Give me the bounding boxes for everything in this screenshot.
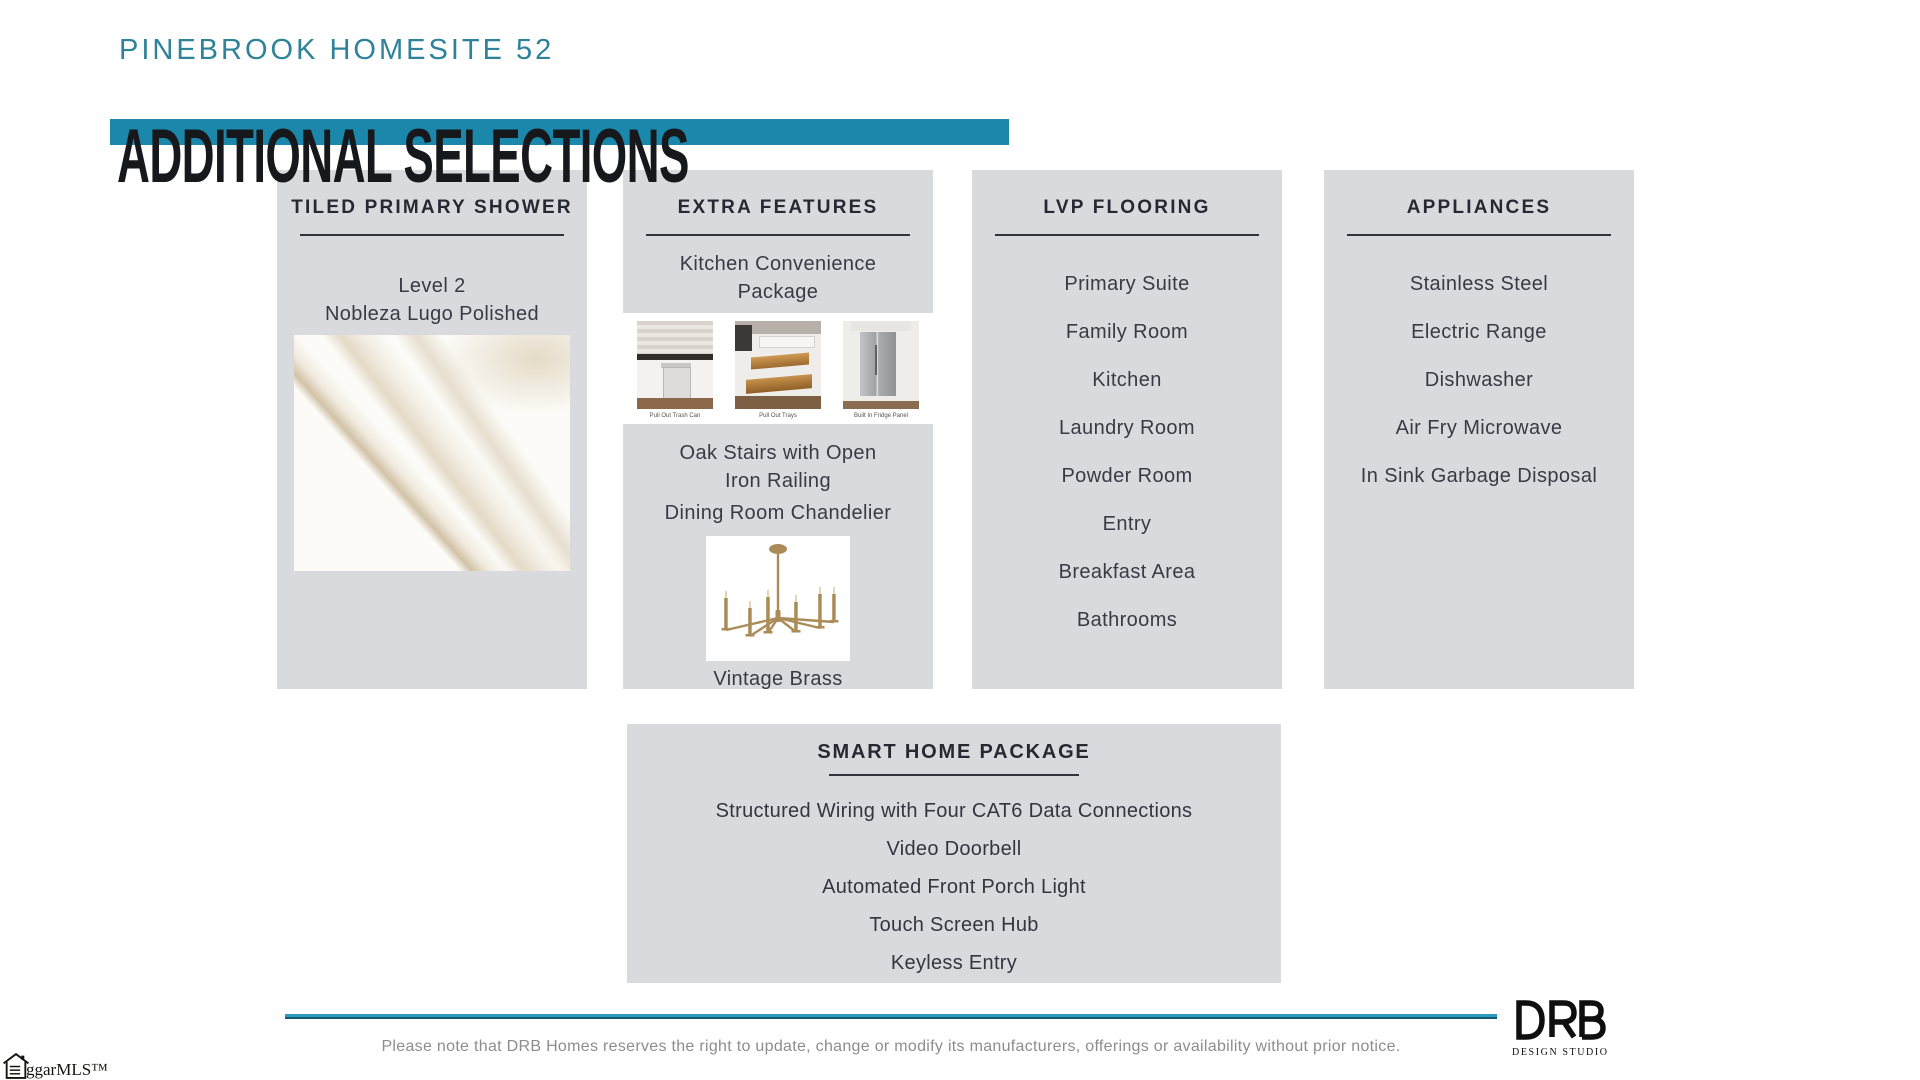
brass-chandelier-image [706,536,850,661]
footer-accent-rule [285,1014,1497,1019]
smart-home-list [627,801,1281,973]
divider [829,774,1079,776]
card-lvp-flooring [972,170,1282,689]
drb-design-studio-logo [1512,1000,1608,1058]
stairs-line2: Iron Railing [725,470,831,492]
stairs-line1: Oak Stairs with Open [679,442,877,464]
mls-watermark [2,1052,108,1080]
art-layer [735,325,752,351]
list-item: Keyless Entry [890,952,1018,974]
list-item: Dishwasher [1424,369,1534,391]
list-item: Structured Wiring with Four CAT6 Data Connections [715,800,1193,822]
drb-logo-icon [1512,1000,1608,1040]
photo-caption: Pull Out Trash Can [649,413,701,419]
photo-pull-out-trays [735,321,821,420]
art-layer [746,374,812,394]
list-item: Electric Range [1411,321,1547,343]
divider [995,234,1259,236]
list-item: Breakfast Area [1058,561,1196,583]
card-extra-features [623,170,933,689]
shower-product: Nobleza Lugo Polished [324,303,540,325]
art-layer [851,321,911,331]
list-item: Stainless Steel [1409,273,1549,295]
card-title: SMART HOME PACKAGE [817,741,1091,763]
pull-out-trays-image [735,321,821,409]
art-layer [759,336,815,348]
appliances-list [1324,274,1634,486]
card-smart-home-package [627,724,1281,983]
list-item: Air Fry Microwave [1395,417,1563,439]
card-title: TILED PRIMARY SHOWER [291,197,573,218]
list-item: Laundry Room [1059,417,1195,439]
card-appliances [1324,170,1634,689]
chandelier-icon [706,536,850,661]
drb-logo-text [1560,1058,1561,1059]
card-title: EXTRA FEATURES [677,197,879,218]
list-item: In Sink Garbage Disposal [1360,465,1598,487]
list-item: Touch Screen Hub [869,914,1039,936]
divider [1347,234,1611,236]
built-in-fridge-image [843,321,919,409]
list-item: Automated Front Porch Light [822,876,1086,898]
mls-watermark-text: ggarMLS™ [26,1060,108,1079]
shower-level: Level 2 [398,275,466,297]
list-item: Family Room [1065,321,1189,343]
list-item: Primary Suite [1064,273,1190,295]
list-item: Video Doorbell [886,838,1022,860]
art-layer [860,332,896,396]
card-title: APPLIANCES [1406,197,1552,218]
kitchen-package-photo-strip [623,313,933,424]
pull-out-trash-can-image [637,321,713,409]
list-item: Powder Room [1061,465,1193,487]
divider [300,234,564,236]
photo-caption: Built In Fridge Panel [853,413,909,419]
art-layer [735,396,821,409]
marble-tile-swatch-image [294,335,570,571]
divider [646,234,910,236]
art-layer [843,401,919,409]
list-item: Kitchen [1092,369,1162,391]
homesite-eyebrow: PINEBROOK HOMESITE 52 [119,34,555,66]
kitchen-package-line1: Kitchen Convenience [679,253,877,275]
page-title: ADDITIONAL SELECTIONS [117,113,689,199]
art-layer [751,352,809,369]
art-layer [663,367,691,401]
drb-logo-subtext: DESIGN STUDIO [1512,1047,1609,1058]
kitchen-package-line2: Package [737,281,819,303]
photo-caption: Pull Out Trays [759,413,797,419]
art-layer [637,321,713,355]
photo-pull-out-trash-can [637,321,713,420]
card-tiled-primary-shower [277,170,587,689]
chandelier-label: Dining Room Chandelier [664,502,892,524]
art-layer [637,398,713,409]
art-layer [875,345,877,375]
chandelier-finish: Vintage Brass [713,668,843,690]
lvp-room-list [972,274,1282,630]
photo-built-in-fridge-panel [843,321,919,420]
list-item: Entry [1102,513,1152,535]
card-title: LVP FLOORING [1043,197,1211,218]
list-item: Bathrooms [1076,609,1178,631]
disclaimer-text: Please note that DRB Homes reserves the right to update, change or modify its manufacturers, offerings or availability without prior notice. [381,1038,1401,1055]
